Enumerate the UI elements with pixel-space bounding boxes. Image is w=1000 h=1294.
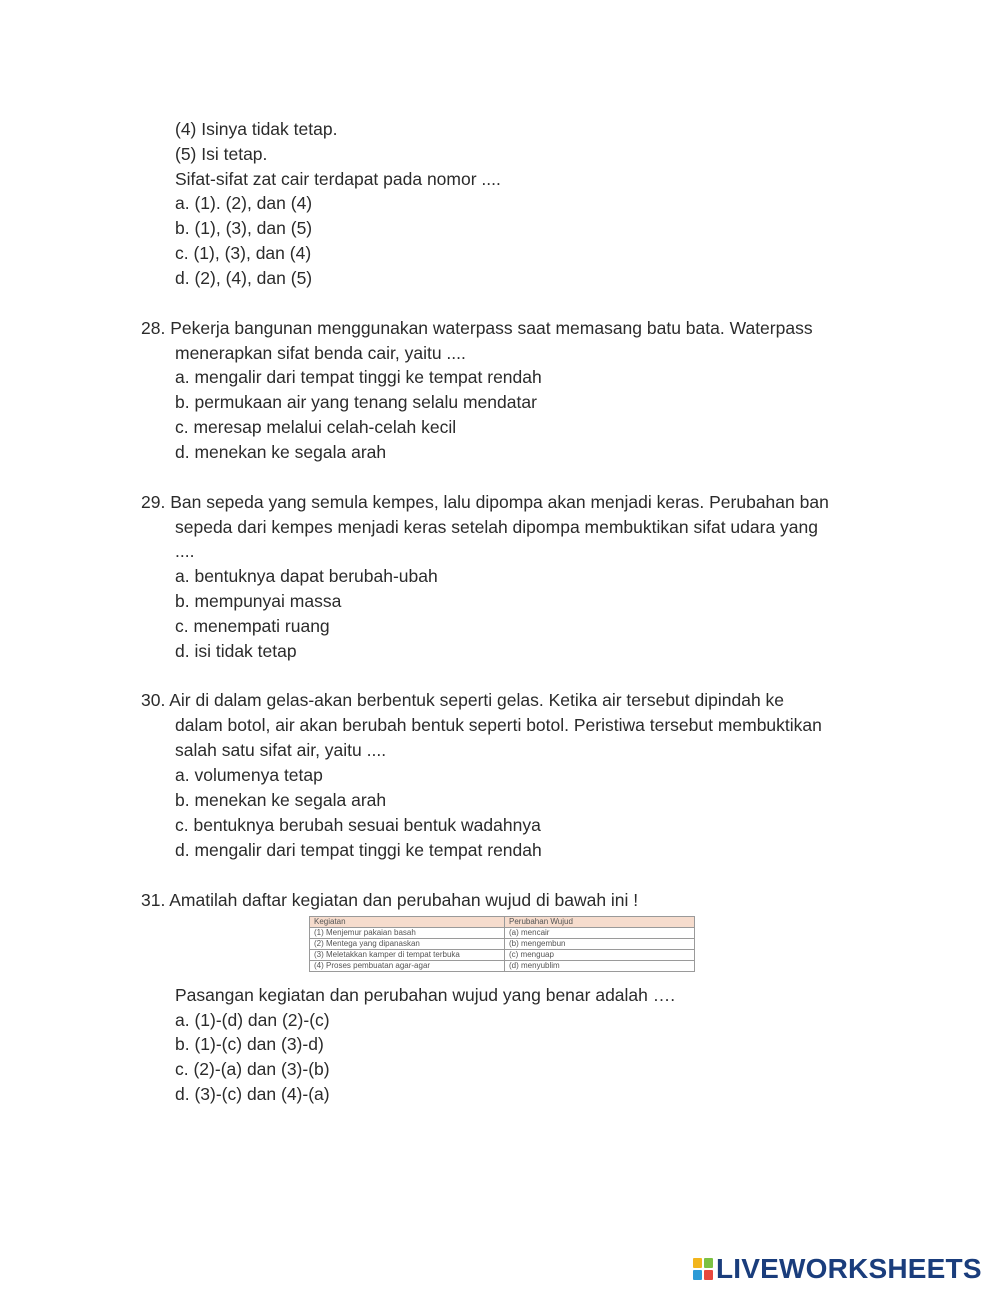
q29-option-d: d. isi tidak tetap xyxy=(175,641,297,661)
q28-option-d: d. menekan ke segala arah xyxy=(175,442,387,462)
table-cell: (c) menguap xyxy=(505,950,695,961)
table-cell: (d) menyublim xyxy=(505,961,695,972)
q30-option-b: b. menekan ke segala arah xyxy=(175,790,387,810)
q29-option-c: c. menempati ruang xyxy=(175,616,330,636)
table-cell: (1) Menjemur pakaian basah xyxy=(310,928,505,939)
q30-stem-1: 30. Air di dalam gelas-akan berbentuk seperti gelas. Ketika air tersebut dipindah ke xyxy=(141,690,785,710)
logo-square-icon xyxy=(693,1258,702,1268)
q29-stem-3: .... xyxy=(175,541,195,561)
activity-table xyxy=(309,916,695,972)
table-cell: (2) Mentega yang dipanaskan xyxy=(310,939,505,950)
q27-line-1: (4) Isinya tidak tetap. xyxy=(175,119,338,139)
q29-option-b: b. mempunyai massa xyxy=(175,591,342,611)
table-row xyxy=(310,961,695,972)
logo-square-icon xyxy=(693,1270,702,1280)
q27-option-c: c. (1), (3), dan (4) xyxy=(175,243,312,263)
logo-text: LIVEWORKSHEETS xyxy=(716,1253,982,1284)
q30-stem-2: dalam botol, air akan berubah bentuk seperti botol. Peristiwa tersebut membuktikan xyxy=(175,715,822,735)
q31-option-d: d. (3)-(c) dan (4)-(a) xyxy=(175,1084,330,1104)
q31-option-c: c. (2)-(a) dan (3)-(b) xyxy=(175,1059,330,1079)
logo-square-icon xyxy=(704,1270,713,1280)
q31-stem: 31. Amatilah daftar kegiatan dan perubahan wujud di bawah ini ! xyxy=(141,890,639,910)
liveworksheets-logo-icon xyxy=(693,1258,713,1280)
q28-option-a: a. mengalir dari tempat tinggi ke tempat rendah xyxy=(175,367,542,387)
q27-line-2: (5) Isi tetap. xyxy=(175,144,268,164)
table-cell: (b) mengembun xyxy=(505,939,695,950)
table-row xyxy=(310,928,695,939)
q31-option-b: b. (1)-(c) dan (3)-d) xyxy=(175,1034,324,1054)
table-cell: (a) mencair xyxy=(505,928,695,939)
liveworksheets-logo xyxy=(693,1252,982,1286)
logo-square-icon xyxy=(704,1258,713,1268)
q27-option-b: b. (1), (3), dan (5) xyxy=(175,218,313,238)
q28-stem-2: menerapkan sifat benda cair, yaitu .... xyxy=(175,343,466,363)
q31-prompt: Pasangan kegiatan dan perubahan wujud yang benar adalah …. xyxy=(175,985,676,1005)
q27-option-a: a. (1). (2), dan (4) xyxy=(175,193,313,213)
q30-option-a: a. volumenya tetap xyxy=(175,765,323,785)
q29-option-a: a. bentuknya dapat berubah-ubah xyxy=(175,566,438,586)
q29-stem-2: sepeda dari kempes menjadi keras setelah dipompa membuktikan sifat udara yang xyxy=(175,517,818,537)
table-header-kegiatan: Kegiatan xyxy=(310,917,505,928)
q30-option-d: d. mengalir dari tempat tinggi ke tempat rendah xyxy=(175,840,542,860)
table-row xyxy=(310,939,695,950)
q28-stem-1: 28. Pekerja bangunan menggunakan waterpass saat memasang batu bata. Waterpass xyxy=(141,318,813,338)
q30-option-c: c. bentuknya berubah sesuai bentuk wadahnya xyxy=(175,815,541,835)
q29-stem-1: 29. Ban sepeda yang semula kempes, lalu dipompa akan menjadi keras. Perubahan ban xyxy=(141,492,829,512)
q30-stem-3: salah satu sifat air, yaitu .... xyxy=(175,740,387,760)
table-header-perubahan-wujud: Perubahan Wujud xyxy=(505,917,695,928)
table-row xyxy=(310,950,695,961)
q31-option-a: a. (1)-(d) dan (2)-(c) xyxy=(175,1010,330,1030)
q28-option-c: c. meresap melalui celah-celah kecil xyxy=(175,417,457,437)
q27-line-3: Sifat-sifat zat cair terdapat pada nomor .... xyxy=(175,169,501,189)
table-header-row xyxy=(310,917,695,928)
table-cell: (3) Meletakkan kamper di tempat terbuka xyxy=(310,950,505,961)
q27-option-d: d. (2), (4), dan (5) xyxy=(175,268,313,288)
q28-option-b: b. permukaan air yang tenang selalu mendatar xyxy=(175,392,537,412)
table-cell: (4) Proses pembuatan agar-agar xyxy=(310,961,505,972)
